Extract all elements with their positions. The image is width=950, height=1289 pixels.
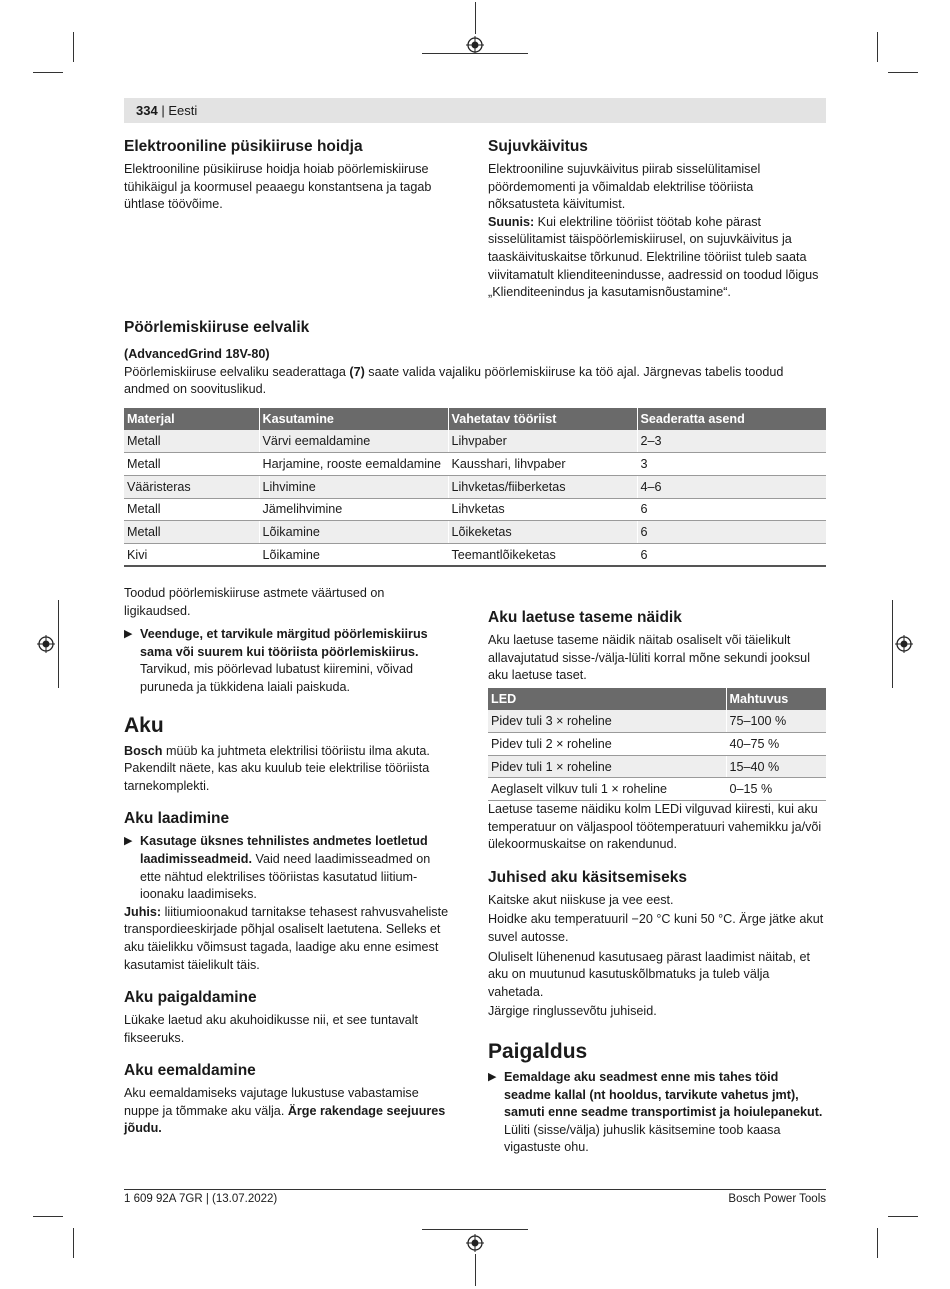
- table-cell: Kausshari, lihvpaber: [448, 453, 637, 476]
- page-number: 334: [136, 103, 158, 118]
- crop-mark: [475, 1254, 476, 1286]
- section-body: Lükake laetud aku akuhoidikusse nii, et see tuntavalt fikseeruks.: [124, 1013, 419, 1045]
- note-paragraph: [488, 214, 828, 302]
- table-cell: Lõikeketas: [448, 521, 637, 544]
- body-text: Aku eemaldamiseks vajutage lukustuse vabastamise nuppe ja tõmmake aku välja.: [124, 1086, 419, 1118]
- table-row: [488, 710, 826, 733]
- table-cell: Harjamine, rooste eemaldamine: [259, 453, 448, 476]
- body-bold: Ärge rakendage seejuures jõudu.: [124, 1103, 446, 1136]
- crop-mark: [33, 1216, 63, 1217]
- section-speed-preselect: [124, 318, 826, 399]
- crop-mark: [888, 1216, 918, 1217]
- crop-mark: [888, 72, 918, 73]
- table-cell: Metall: [124, 430, 259, 453]
- table-cell: Värvi eemaldamine: [259, 430, 448, 453]
- installation-bullet: [488, 1069, 828, 1157]
- section-body: [124, 743, 454, 796]
- table-cell: Lihvpaber: [448, 430, 637, 453]
- table-header: LED: [488, 688, 726, 710]
- note-label: Juhis:: [124, 904, 162, 919]
- table-cell: Pidev tuli 3 × roheline: [488, 710, 726, 733]
- right-column-lower: [488, 608, 828, 1157]
- section-body: Aku laetuse taseme näidik näitab osaliselt või täielikult allavajutatud sisse-/välja-lüliti korral mõne sekundi jooksul aku laetuse taset.: [488, 633, 810, 683]
- section-body: [124, 1085, 454, 1138]
- table-cell: 6: [637, 498, 826, 521]
- model-name: (AdvancedGrind 18V-80): [124, 347, 270, 361]
- left-column-lower: [124, 585, 454, 1138]
- table-cell: 0–15 %: [726, 778, 826, 801]
- body-text: müüb ka juhtmeta elektrilisi tööriistu ilma akuta. Pakendilt näete, kas aku kuulub teie elektrilise tööriista tarnekomplekti.: [124, 743, 430, 793]
- section-title: Aku laadimine: [124, 810, 230, 828]
- crop-mark: [422, 1229, 528, 1230]
- bullet-arrow-icon: ▶: [488, 1070, 497, 1083]
- charging-bullet: [124, 833, 454, 903]
- page-language: Eesti: [168, 103, 198, 118]
- note-text: Kui elektriline tööriist töötab kohe pärast sisselülitamist täispöörlemiskiirusel, on sujuvkäivitus ja taaskäivituskaitse tõrkunud. Elektriline tööriist tuleb saata viivitamatult klienditeenindusse, aadressid on toodud lõigus „Klienditeenindus ja kasutamisnõustamine“.: [488, 214, 819, 300]
- table-cell: 6: [637, 521, 826, 544]
- crop-mark: [877, 32, 878, 62]
- crop-mark: [33, 72, 63, 73]
- section-title: Paigaldus: [488, 1039, 588, 1063]
- table-cell: Pidev tuli 1 × roheline: [488, 755, 726, 778]
- table-cell: 3: [637, 453, 826, 476]
- section-soft-start: [488, 137, 828, 302]
- table-row: [488, 755, 826, 778]
- table-cell: Lõikamine: [259, 521, 448, 544]
- note-paragraph: [124, 904, 454, 974]
- table-cell: 75–100 %: [726, 710, 826, 733]
- table-row: [124, 430, 826, 453]
- table-cell: 40–75 %: [726, 732, 826, 755]
- warning-text: Tarvikud, mis pöörlevad lubatust kiiremini, võivad puruneda ja tükkidena laiali paiskuda.: [140, 662, 413, 694]
- footer-doc-id: 1 609 92A 7GR | (13.07.2022): [124, 1193, 278, 1205]
- crop-mark: [73, 32, 74, 62]
- handling-paragraph: Järgige ringlussevõtu juhiseid.: [488, 1004, 657, 1019]
- table-header: Materjal: [124, 408, 259, 430]
- page-header: 334 | Eesti: [136, 103, 198, 118]
- crop-mark: [422, 53, 528, 54]
- table-header: Seaderatta asend: [637, 408, 826, 430]
- bullet-text: Lüliti (sisse/välja) juhuslik käsitsemine toob kaasa vigastuste ohu.: [504, 1122, 781, 1155]
- registration-mark-icon: [466, 1234, 484, 1252]
- section-title: Pöörlemiskiiruse eelvalik: [124, 319, 310, 336]
- table-header: Mahtuvus: [726, 688, 826, 710]
- handling-paragraph: Kaitske akut niiskuse ja vee eest.: [488, 892, 674, 907]
- section-body: Elektrooniline püsikiiruse hoidja hoiab pöörlemiskiiruse tühikäigul ja koormusel peaaegu konstantsena ja tagab ühtlase töövõime.: [124, 162, 432, 212]
- note-label: Suunis:: [488, 214, 535, 229]
- table-cell: 6: [637, 543, 826, 566]
- warning-bold: Veenduge, et tarvikule märgitud pöörlemiskiirus sama või suurem kui tööriista pöörlemiskiirus.: [140, 627, 428, 659]
- table-cell: Kivi: [124, 543, 259, 566]
- table-cell: Pidev tuli 2 × roheline: [488, 732, 726, 755]
- table-cell: Vääristeras: [124, 475, 259, 498]
- table-cell: 15–40 %: [726, 755, 826, 778]
- section-speed-hold: [124, 137, 454, 214]
- section-title: Sujuvkäivitus: [488, 138, 588, 155]
- body-text: Pöörlemiskiiruse eelvaliku seaderattaga: [124, 364, 350, 379]
- section-title: Aku paigaldamine: [124, 989, 257, 1007]
- table-cell: Lihvketas/fiiberketas: [448, 475, 637, 498]
- table-row: [124, 498, 826, 521]
- section-title: Aku: [124, 713, 164, 737]
- reference-number: (7): [349, 364, 365, 379]
- section-body: [124, 364, 826, 399]
- table-cell: Lihvketas: [448, 498, 637, 521]
- bullet-text: Vaid need laadimisseadmed on ette nähtud elektrilises tööriistas kasutatud liitium-ioonaku laadimiseks.: [140, 851, 431, 902]
- crop-mark: [58, 600, 59, 688]
- note-text: liitiumioonakud tarnitakse tehasest rahvusvaheliste transpordieeskirjade põhjal osaliselt laetutena. Selleks et aku täielikku võimsust tagada, laadige aku enne esimest kasutamist täielikult täis.: [124, 904, 449, 972]
- registration-mark-icon: [895, 635, 913, 653]
- speed-table-wrapper: [124, 408, 826, 567]
- section-body: Elektrooniline sujuvkäivitus piirab sisselülitamisel pöördemomenti ja võimaldab elektrilise tööriista nõksatusteta käivitumist.: [488, 162, 761, 212]
- table-cell: Teemantlõikeketas: [448, 543, 637, 566]
- crop-mark: [475, 2, 476, 34]
- registration-mark-icon: [37, 635, 55, 653]
- table-cell: Metall: [124, 498, 259, 521]
- crop-mark: [892, 600, 893, 688]
- table-row: [124, 453, 826, 476]
- section-title: Aku eemaldamine: [124, 1062, 256, 1080]
- bullet-arrow-icon: ▶: [124, 628, 133, 641]
- footer-divider: [124, 1189, 826, 1190]
- charge-table: [488, 688, 826, 801]
- warning-bullet: [124, 626, 454, 696]
- table-header-row: [488, 688, 826, 710]
- table-header-row: [124, 408, 826, 430]
- table-cell: 2–3: [637, 430, 826, 453]
- speed-table: [124, 408, 826, 567]
- table-row: [488, 778, 826, 801]
- table-footnote: Toodud pöörlemiskiiruse astmete väärtused on ligikaudsed.: [124, 586, 385, 618]
- table-cell: 4–6: [637, 475, 826, 498]
- section-title: Elektrooniline püsikiiruse hoidja: [124, 138, 363, 155]
- table-cell: Lõikamine: [259, 543, 448, 566]
- bullet-bold: Eemaldage aku seadmest enne mis tahes töid seadme kallal (nt hooldus, tarvikute vahetus jmt), samuti enne seadme transportimist ja hoiulepanekut.: [504, 1069, 823, 1120]
- bullet-arrow-icon: ▶: [124, 835, 133, 848]
- table-header: Vahetatav tööriist: [448, 408, 637, 430]
- section-body: Laetuse taseme näidiku kolm LEDi vilguvad kiiresti, kui aku temperatuur on väljaspool töötemperatuuri vahemikku ja/või ülekoormuskaitse on rakendunud.: [488, 802, 822, 852]
- bullet-bold: Kasutage üksnes tehnilistes andmetes loetletud laadimisseadmeid.: [140, 834, 428, 866]
- table-header: Kasutamine: [259, 408, 448, 430]
- body-text: saate valida vajaliku pöörlemiskiiruse ka töö ajal. Järgnevas tabelis toodud andmed on soovituslikud.: [124, 364, 784, 397]
- registration-mark-icon: [466, 36, 484, 54]
- footer-brand: Bosch Power Tools: [728, 1193, 826, 1205]
- table-cell: Lihvimine: [259, 475, 448, 498]
- table-cell: Jämelihvimine: [259, 498, 448, 521]
- header-band: [124, 98, 826, 123]
- section-title: Aku laetuse taseme näidik: [488, 609, 682, 626]
- table-row: [124, 543, 826, 566]
- crop-mark: [877, 1228, 878, 1258]
- handling-paragraph: Oluliselt lühenenud kasutusaeg pärast laadimist näitab, et aku on muutunud kasutuskõlbmatuks ja tuleb välja vahetada.: [488, 949, 811, 999]
- brand-name: Bosch: [124, 743, 163, 758]
- section-title: Juhised aku käsitsemiseks: [488, 868, 688, 886]
- table-row: [124, 521, 826, 544]
- crop-mark: [73, 1228, 74, 1258]
- table-cell: Metall: [124, 453, 259, 476]
- handling-paragraph: Hoidke aku temperatuuril −20 °C kuni 50 °C. Ärge jätke akut suvel autosse.: [488, 912, 824, 944]
- table-row: [124, 475, 826, 498]
- table-cell: Metall: [124, 521, 259, 544]
- table-cell: Aeglaselt vilkuv tuli 1 × roheline: [488, 778, 726, 801]
- table-row: [488, 732, 826, 755]
